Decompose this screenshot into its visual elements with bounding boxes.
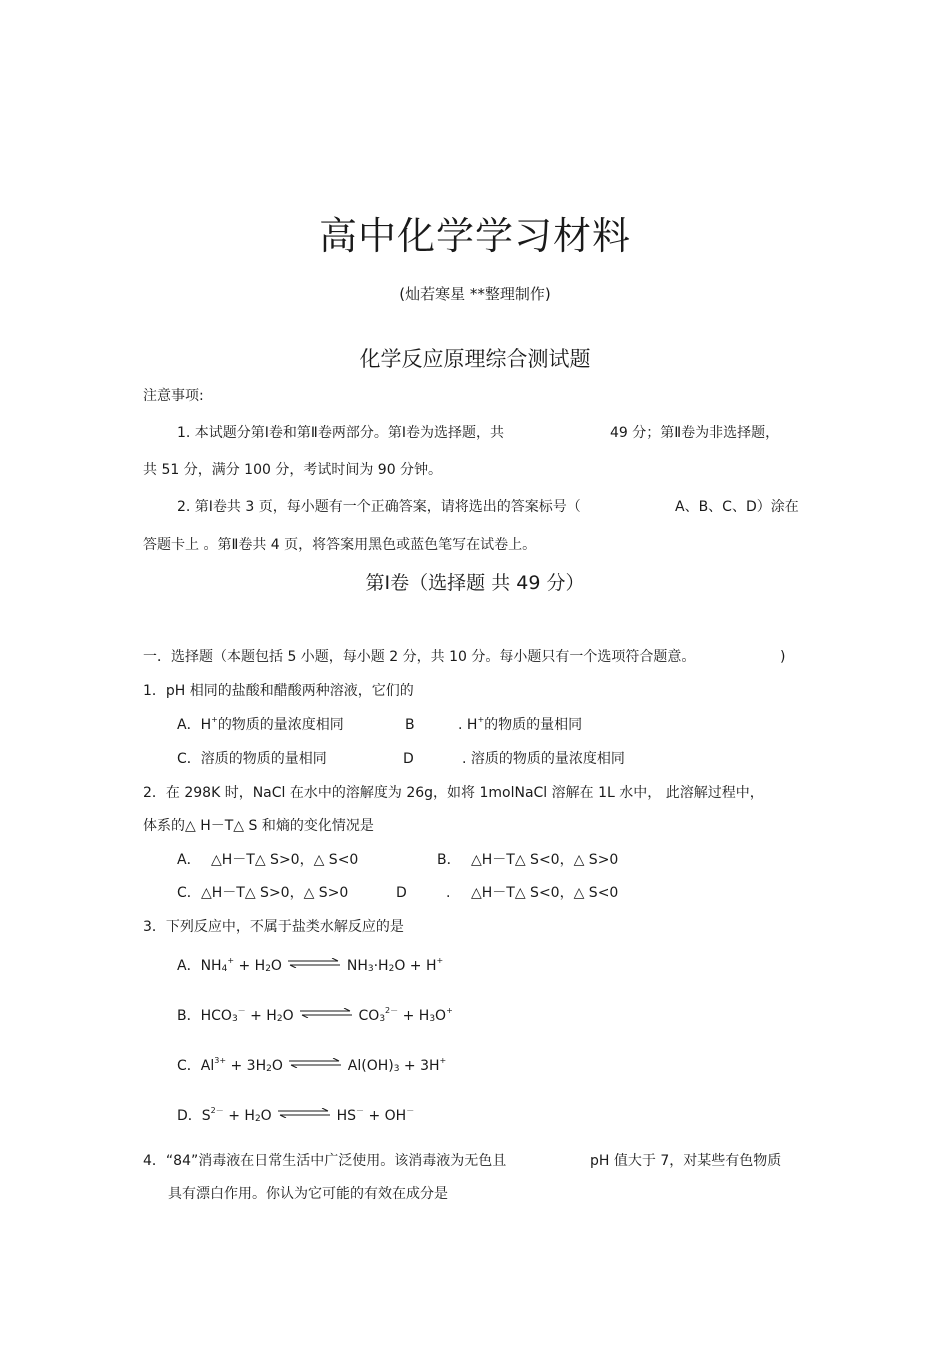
subscript: 2 (265, 964, 271, 974)
question-1-stem: 1．pH 相同的盐酸和醋酸两种溶液，它们的 (143, 683, 414, 699)
superscript: + (446, 1006, 453, 1015)
note-1-part-b: 49 分；第Ⅱ卷为非选择题， (610, 425, 780, 441)
question-4-stem-a: 4．“84”消毒液在日常生活中广泛使用。该消毒液为无色且 (143, 1153, 507, 1169)
formula: NH (346, 958, 368, 974)
test-title: 化学反应原理综合测试题 (359, 347, 591, 371)
formula: NH (200, 958, 222, 974)
superscript: － (356, 1106, 365, 1115)
formula: O (270, 958, 282, 974)
subscript: 3 (367, 964, 374, 974)
subscript: 2 (266, 1064, 272, 1074)
question-1-option-c (177, 749, 327, 769)
formula: + H (223, 1108, 255, 1124)
superscript: + (211, 715, 218, 724)
question-2-option-d-dot: . (446, 885, 451, 901)
question-4-stem-c: 具有漂白作用。你认为它可能的有效在成分是 (168, 1186, 448, 1202)
question-2-option-c: △H－T△ S>0，△ S>0 (201, 885, 349, 901)
option-dot: . (462, 751, 467, 767)
question-3-option-d (177, 1106, 414, 1126)
question-2-option-d-label: D (396, 885, 407, 901)
notes-heading: 注意事项: (143, 388, 204, 404)
superscript: 2－ (385, 1006, 399, 1015)
subscript: 3 (379, 1014, 386, 1024)
formula: HS (336, 1108, 357, 1124)
formula: O (435, 1008, 447, 1024)
question-2-option-b: △H－T△ S<0，△ S>0 (471, 852, 619, 868)
option-text: 的物质的量浓度相同 (217, 717, 344, 733)
option-text: 溶质的物质的量浓度相同 (470, 751, 625, 767)
equilibrium-arrow-icon (288, 958, 340, 968)
equilibrium-arrow-icon (289, 1058, 341, 1068)
subscript: 3 (231, 1014, 238, 1024)
question-2-option-a: △H－T△ S>0，△ S<0 (211, 852, 359, 868)
formula: O + H (394, 958, 437, 974)
note-1-part-a: 1. 本试题分第Ⅰ卷和第Ⅱ卷两部分。第Ⅰ卷为选择题，共 (177, 425, 504, 441)
formula: Al(OH) (347, 1058, 394, 1074)
option-label: D． (177, 1108, 202, 1124)
subscript: 3 (393, 1064, 400, 1074)
formula: S (201, 1108, 211, 1124)
superscript: － (237, 1006, 246, 1015)
superscript: 2－ (210, 1106, 224, 1115)
option-label: B． (177, 1008, 201, 1024)
superscript: + (436, 956, 444, 965)
question-2-option-d: △H－T△ S<0，△ S<0 (471, 885, 619, 901)
question-3-option-c (177, 1056, 446, 1076)
question-1-option-b-label: B (405, 717, 415, 733)
section-1-intro-end: ) (780, 649, 786, 665)
question-1-option-a (177, 715, 344, 735)
question-2-option-c-label: C． (177, 885, 201, 901)
formula: HCO (200, 1008, 232, 1024)
equilibrium-arrow-icon (300, 1008, 352, 1018)
question-1-option-d-label: D (403, 751, 414, 767)
formula: ·H (373, 958, 389, 974)
superscript: + (439, 1056, 447, 1065)
note-2-part-b: A、B、C、D）涂在 (675, 499, 799, 515)
superscript: + (477, 715, 485, 724)
formula: Al (200, 1058, 215, 1074)
formula: + H (245, 1008, 277, 1024)
main-title: 高中化学学习材料 (318, 214, 631, 258)
question-3-option-a (177, 956, 443, 976)
question-2-option-b-label: B． (437, 852, 461, 868)
formula: O (271, 1058, 283, 1074)
question-4-stem-b: pH 值大于 7，对某些有色物质 (590, 1153, 782, 1169)
option-text: 的物质的量相同 (484, 717, 583, 733)
section-1-title: 第Ⅰ卷（选择题 共 49 分） (365, 572, 585, 594)
option-text: H (466, 717, 478, 733)
subscript: 4 (221, 964, 228, 974)
option-label: C． (177, 1058, 201, 1074)
equilibrium-arrow-icon (278, 1108, 330, 1118)
question-2-stem-b: 体系的△ H－T△ S 和熵的变化情况是 (143, 818, 374, 834)
option-text: H (200, 717, 212, 733)
section-1-intro: 一．选择题（本题包括 5 小题，每小题 2 分，共 10 分。每小题只有一个选项符合题意。 (143, 649, 696, 665)
formula: + H (398, 1008, 430, 1024)
option-label: A． (177, 717, 201, 733)
subscript: 2 (276, 1014, 283, 1024)
subscript: 3 (429, 1014, 436, 1024)
note-2-part-a: 2. 第Ⅰ卷共 3 页，每小题有一个正确答案，请将选出的答案标号（ (177, 499, 581, 515)
question-3-option-b (177, 1006, 453, 1026)
question-2-option-a-label: A． (177, 852, 201, 868)
formula: + 3H (399, 1058, 440, 1074)
option-text: 溶质的物质的量相同 (200, 751, 327, 767)
formula: CO (358, 1008, 380, 1024)
note-1-part-c: 共 51 分，满分 100 分，考试时间为 90 分钟。 (143, 462, 443, 478)
superscript: + (227, 956, 235, 965)
option-label: C． (177, 751, 201, 767)
formula: O (282, 1008, 294, 1024)
subscript: 2 (388, 964, 395, 974)
question-1-option-d (462, 749, 625, 769)
question-3-stem: 3．下列反应中，不属于盐类水解反应的是 (143, 919, 404, 935)
option-label: A． (177, 958, 201, 974)
question-1-option-b (458, 715, 582, 735)
formula: O (260, 1108, 272, 1124)
question-2-stem-a: 2．在 298K 时，NaCl 在水中的溶解度为 26g，如将 1molNaCl 溶解在 1L 水中， 此溶解过程中， (143, 785, 764, 801)
superscript: － (406, 1106, 415, 1115)
option-dot: . (458, 717, 463, 733)
formula: + OH (364, 1108, 407, 1124)
subtitle: (灿若寒星 **整理制作) (399, 285, 551, 303)
note-2-part-c: 答题卡上 。第Ⅱ卷共 4 页，将答案用黑色或蓝色笔写在试卷上。 (143, 537, 537, 553)
formula: + H (234, 958, 266, 974)
subscript: 2 (254, 1114, 261, 1124)
formula: + 3H (226, 1058, 267, 1074)
superscript: 3+ (214, 1056, 227, 1065)
